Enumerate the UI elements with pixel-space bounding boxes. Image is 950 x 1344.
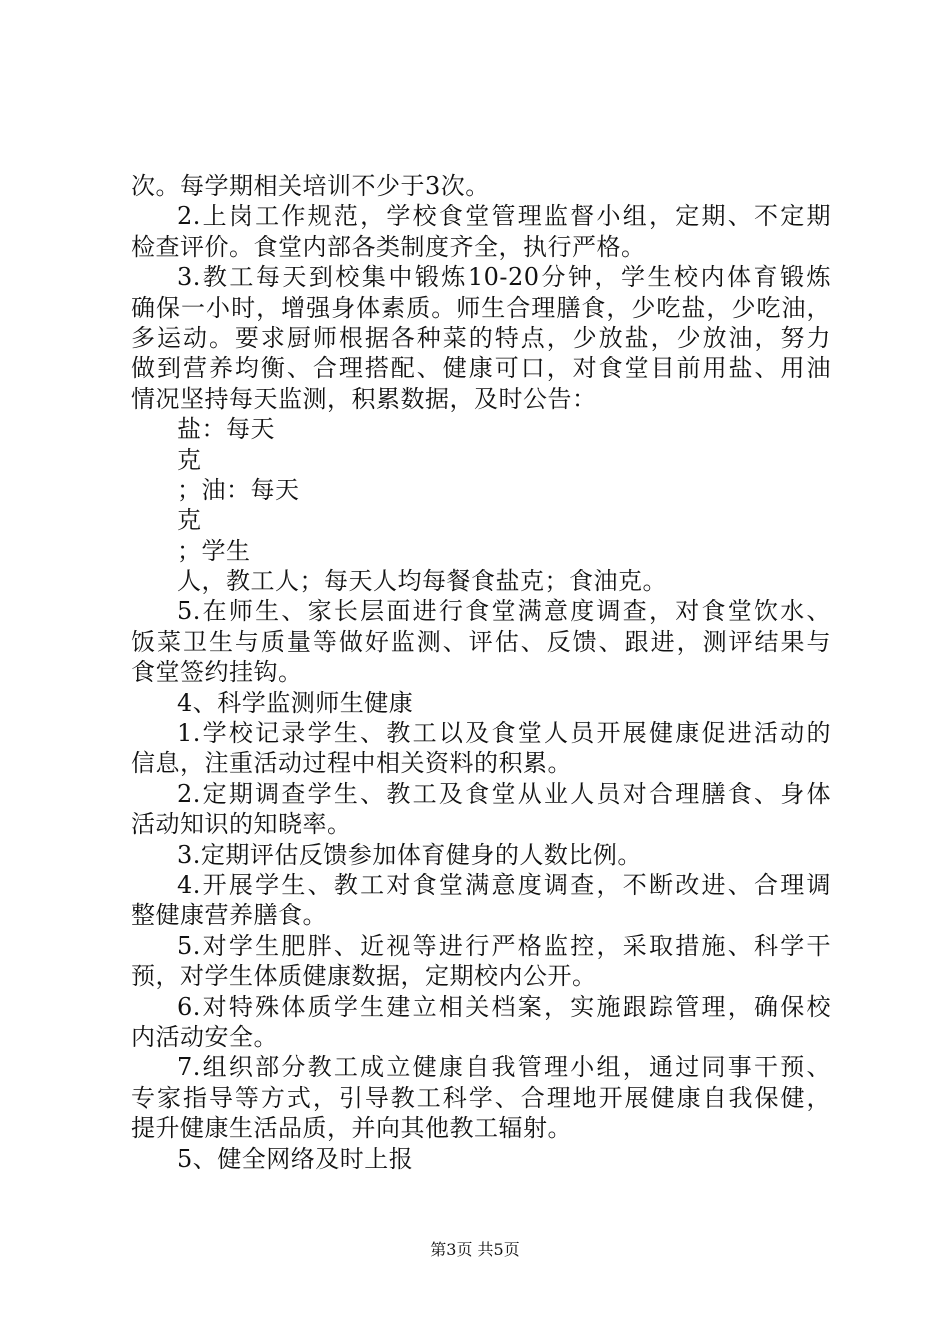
text-line: 专家指导等方式，引导教工科学、合理地开展健康自我保健， <box>131 1083 831 1112</box>
text-line: 3.教工每天到校集中锻炼10-20分钟，学生校内体育锻炼 <box>177 263 831 292</box>
text-line: 4.开展学生、教工对食堂满意度调查，不断改进、合理调 <box>177 870 831 899</box>
text-line: 检查评价。食堂内部各类制度齐全，执行严格。 <box>131 232 646 261</box>
text-line: 做到营养均衡、合理搭配、健康可口，对食堂目前用盐、用油 <box>131 354 831 383</box>
text-line: 盐：每天 <box>177 415 275 444</box>
text-line: 克 <box>177 506 202 535</box>
text-line: 提升健康生活品质，并向其他教工辐射。 <box>131 1114 572 1143</box>
text-line: 5.在师生、家长层面进行食堂满意度调查，对食堂饮水、 <box>177 597 831 626</box>
text-line: 食堂签约挂钩。 <box>131 658 303 687</box>
text-line: 多运动。要求厨师根据各种菜的特点，少放盐，少放油，努力 <box>131 323 831 352</box>
text-line: 整健康营养膳食。 <box>131 901 327 930</box>
text-line: 预，对学生体质健康数据，定期校内公开。 <box>131 962 597 991</box>
text-line: 2.定期调查学生、教工及食堂从业人员对合理膳食、身体 <box>177 779 831 808</box>
text-line: 信息，注重活动过程中相关资料的积累。 <box>131 749 572 778</box>
text-line: ；学生 <box>177 536 251 565</box>
text-line: 3.定期评估反馈参加体育健身的人数比例。 <box>177 840 642 869</box>
text-line: 人，教工人；每天人均每餐食盐克；食油克。 <box>177 567 667 596</box>
text-line: 5、健全网络及时上报 <box>177 1144 414 1173</box>
text-line: 2.上岗工作规范，学校食堂管理监督小组，定期、不定期 <box>177 202 831 231</box>
text-line: 饭菜卫生与质量等做好监测、评估、反馈、跟进，测评结果与 <box>131 627 831 656</box>
text-line: 次。每学期相关培训不少于3次。 <box>131 172 490 200</box>
text-line: 4、科学监测师生健康 <box>177 688 414 717</box>
text-line: ；油：每天 <box>177 475 300 504</box>
page-footer: 第3页 共5页 <box>430 1240 520 1259</box>
text-line: 1.学校记录学生、教工以及食堂人员开展健康促进活动的 <box>177 719 831 748</box>
text-line: 5.对学生肥胖、近视等进行严格监控，采取措施、科学干 <box>177 931 831 960</box>
text-line: 6.对特殊体质学生建立相关档案，实施跟踪管理，确保校 <box>177 992 831 1021</box>
text-line: 情况坚持每天监测，积累数据，及时公告： <box>131 384 597 413</box>
text-line: 7.组织部分教工成立健康自我管理小组，通过同事干预、 <box>177 1053 831 1082</box>
document-body <box>131 171 831 1174</box>
text-line: 克 <box>177 445 202 474</box>
text-line: 确保一小时，增强身体素质。师生合理膳食，少吃盐，少吃油， <box>131 293 831 322</box>
text-line: 活动知识的知晓率。 <box>131 810 352 839</box>
text-line: 内活动安全。 <box>131 1022 278 1051</box>
